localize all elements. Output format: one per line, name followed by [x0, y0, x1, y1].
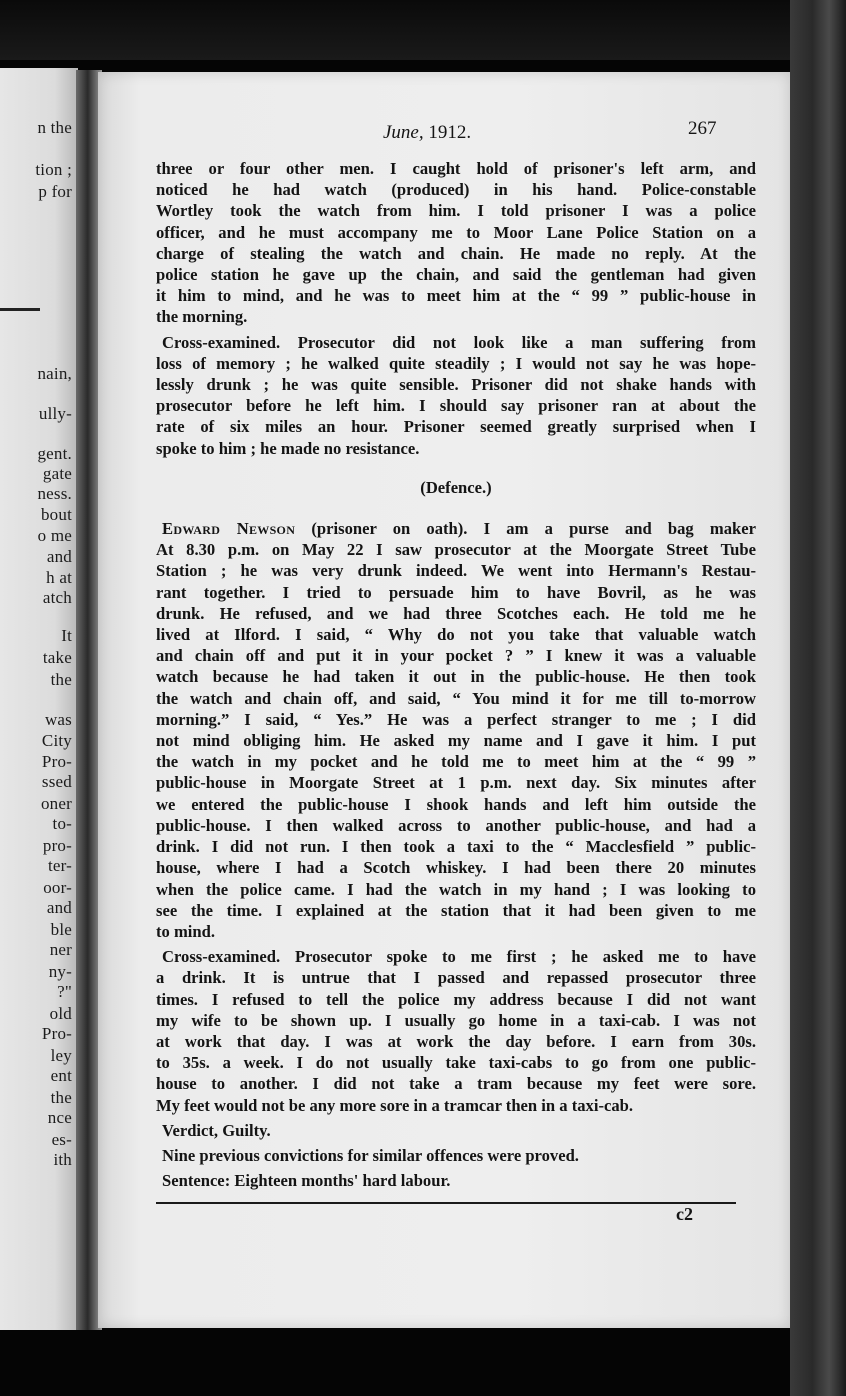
text-line: drink. I did not run. I then took a taxi to the “ Macclesfield ” public- — [156, 837, 756, 857]
facing-page-fragment: ully- — [38, 404, 72, 423]
facing-page-fragment: oor- — [43, 878, 72, 897]
text-line: Station ; he was very drunk indeed. We went into Hermann's Restau- — [156, 561, 756, 581]
header-month: June, — [383, 122, 424, 143]
text-line: morning.” I said, “ Yes.” He was a perfect stranger to me ; I did — [156, 709, 756, 729]
signature-mark: c2 — [676, 1204, 693, 1224]
header-year: 1912. — [428, 122, 472, 143]
facing-page-fragment: nain, — [37, 364, 72, 383]
sentence-label: Sentence — [162, 1171, 225, 1191]
facing-page-fragment: ner — [49, 940, 72, 959]
text-line: see the time. I explained at the station that it had been given to me — [156, 900, 756, 920]
facing-page-fragment: ness. — [37, 484, 72, 503]
text-line: the watch in my pocket and he told me to meet him at the “ 99 ” — [156, 752, 756, 772]
header-date — [383, 122, 471, 144]
text-line: drunk. He refused, and we had three Scotches each. He told me he — [156, 603, 756, 623]
text-line: police station he gave up the chain, and said the gentleman had given — [156, 265, 756, 285]
text-line: watch because he had taken it out in the public-house. He then took — [156, 667, 756, 687]
paragraph-cross-examined-1 — [156, 332, 756, 459]
running-header — [98, 118, 790, 148]
facing-page-fragment: gent. — [37, 444, 72, 463]
text-line: three or four other men. I caught hold of prisoner's left arm, and — [156, 159, 756, 178]
facing-page-fragment: and — [46, 898, 72, 917]
facing-page-fragment: the — [50, 1088, 72, 1107]
previous-convictions: Nine previous convictions for similar offences were proved. — [162, 1145, 579, 1165]
facing-page-fragment: the — [50, 670, 72, 689]
facing-page-fragment: It — [61, 626, 72, 645]
text-line: when the police came. I had the watch in my hand ; I was looking to — [156, 879, 756, 899]
facing-page-fragment: City — [41, 731, 72, 750]
facing-page-fragment: oner — [40, 794, 72, 813]
body-text — [156, 158, 756, 1191]
text-line: Cross-examined. Prosecutor spoke to me first ; he asked me to have — [162, 947, 756, 967]
footer-rule — [156, 1202, 736, 1204]
text-line: lived at Ilford. I said, “ Why do not you take that valuable watch — [156, 625, 756, 645]
facing-page-fragment: atch — [42, 588, 72, 607]
facing-page-fragment: bout — [40, 505, 72, 524]
text-line: it him to mind, and he was to meet him at the “ 99 ” public-house in — [156, 286, 756, 306]
facing-page-fragment: ith — [53, 1150, 72, 1169]
text-line: loss of memory ; he walked quite steadily ; I would not say he was hope- — [156, 353, 756, 373]
text-line: prosecutor before he left him. I should say prisoner ran at about the — [156, 396, 756, 416]
facing-page-fragment: ny- — [48, 962, 72, 981]
text-line: officer, and he must accompany me to Moor Lane Police Station on a — [156, 222, 756, 242]
sentence-text: : Eighteen months' hard labour. — [224, 1171, 451, 1191]
facing-page-fragment: h at — [46, 568, 72, 587]
paragraph-testimony-continued — [156, 158, 756, 328]
facing-page-fragment: n the — [37, 118, 72, 137]
facing-page-fragment: ter- — [47, 856, 72, 875]
text-line: Wortley took the watch from him. I told prisoner I was a police — [156, 201, 756, 221]
text-line: the watch and chain off, and said, “ You mind it for me till to-morrow — [156, 688, 756, 708]
defence-heading: (Defence.) — [420, 477, 492, 497]
text-line: to 35s. a week. I do not usually take taxi-cabs to go from one public- — [156, 1053, 756, 1073]
facing-page-fragment: and — [46, 547, 72, 566]
facing-page-fragment: was — [44, 710, 72, 729]
paragraph-defence-testimony — [156, 518, 756, 942]
facing-page-fragment: es- — [51, 1130, 72, 1149]
page-number: 267 — [688, 118, 717, 139]
facing-page-fragment: p for — [38, 182, 72, 201]
facing-page-fragment: gate — [42, 464, 72, 483]
text-line: lessly drunk ; he was quite sensible. Prisoner did not shake hands with — [156, 375, 756, 395]
text-line: charge of stealing the watch and chain. He made no reply. At the — [156, 243, 756, 263]
facing-page-edge — [0, 68, 78, 1330]
facing-page-fragment: ent — [50, 1066, 72, 1085]
text-line: Cross-examined. Prosecutor did not look like a man suffering from — [162, 332, 756, 352]
paragraph-cross-examined-2 — [156, 946, 756, 1116]
scan-background-top — [0, 0, 846, 60]
facing-page-fragment: take — [42, 648, 72, 667]
text-line: at work that day. I was at work the day before. I earn from 30s. — [156, 1031, 756, 1051]
text-line: house, where I had a Scotch whiskey. I had been there 20 minutes — [156, 858, 756, 878]
document-page — [98, 72, 790, 1328]
facing-page-fragment: pro- — [42, 836, 72, 855]
defence-first-line-rest: (prisoner on oath). I am a purse and bag maker — [311, 519, 756, 539]
facing-page-fragment: ble — [50, 920, 72, 939]
text-line: house to another. I did not take a tram because my feet were sore. — [156, 1074, 756, 1094]
facing-page-fragment: o me — [37, 526, 72, 545]
text-line: to mind. — [156, 921, 216, 941]
scan-background-right — [790, 0, 846, 1396]
facing-page-fragment: ?" — [57, 982, 72, 1001]
facing-page-fragment: to- — [52, 814, 72, 833]
text-line: My feet would not be any more sore in a tramcar then in a taxi-cab. — [156, 1095, 634, 1115]
facing-page-fragment: Pro- — [41, 1024, 72, 1043]
text-line: and chain off and put it in your pocket ? ” I knew it was a valuable — [156, 646, 756, 666]
sentence — [156, 1170, 756, 1191]
text-line: times. I refused to tell the police my address because I did not want — [156, 989, 756, 1009]
facing-page-fragment: ssed — [41, 772, 72, 791]
text-line: rate of six miles an hour. Prisoner seemed greatly surprised when I — [156, 417, 756, 437]
text-line: we entered the public-house I shook hands and left him outside the — [156, 794, 756, 814]
facing-page-rule — [0, 308, 40, 311]
facing-page-fragment: old — [49, 1004, 72, 1023]
text-line: a drink. It is untrue that I passed and repassed prosecutor three — [156, 968, 756, 988]
text-line: public-house. I then walked across to another public-house, and had a — [156, 815, 756, 835]
facing-page-fragment: nce — [47, 1108, 72, 1127]
text-line: rant together. I tried to persuade him to have Bovril, as he was — [156, 582, 756, 602]
text-line: public-house in Moorgate Street at 1 p.m. next day. Six minutes after — [156, 773, 756, 793]
text-line: noticed he had watch (produced) in his hand. Police-constable — [156, 180, 756, 200]
text-line: not mind obliging him. He asked my name and I gave it him. I put — [156, 731, 756, 751]
text-line: my wife to be shown up. I usually go home in a taxi-cab. I was not — [156, 1010, 756, 1030]
text-line: spoke to him ; he made no resistance. — [156, 438, 420, 458]
witness-name: Edward Newson — [162, 519, 296, 539]
text-line: At 8.30 p.m. on May 22 I saw prosecutor at the Moorgate Street Tube — [156, 540, 756, 560]
facing-page-fragment: Pro- — [41, 752, 72, 771]
defence-first-line — [156, 518, 756, 539]
facing-page-fragment: ley — [50, 1046, 72, 1065]
facing-page-fragment: tion ; — [35, 160, 72, 179]
text-line: the morning. — [156, 307, 248, 327]
verdict: Verdict, Guilty. — [162, 1120, 271, 1140]
